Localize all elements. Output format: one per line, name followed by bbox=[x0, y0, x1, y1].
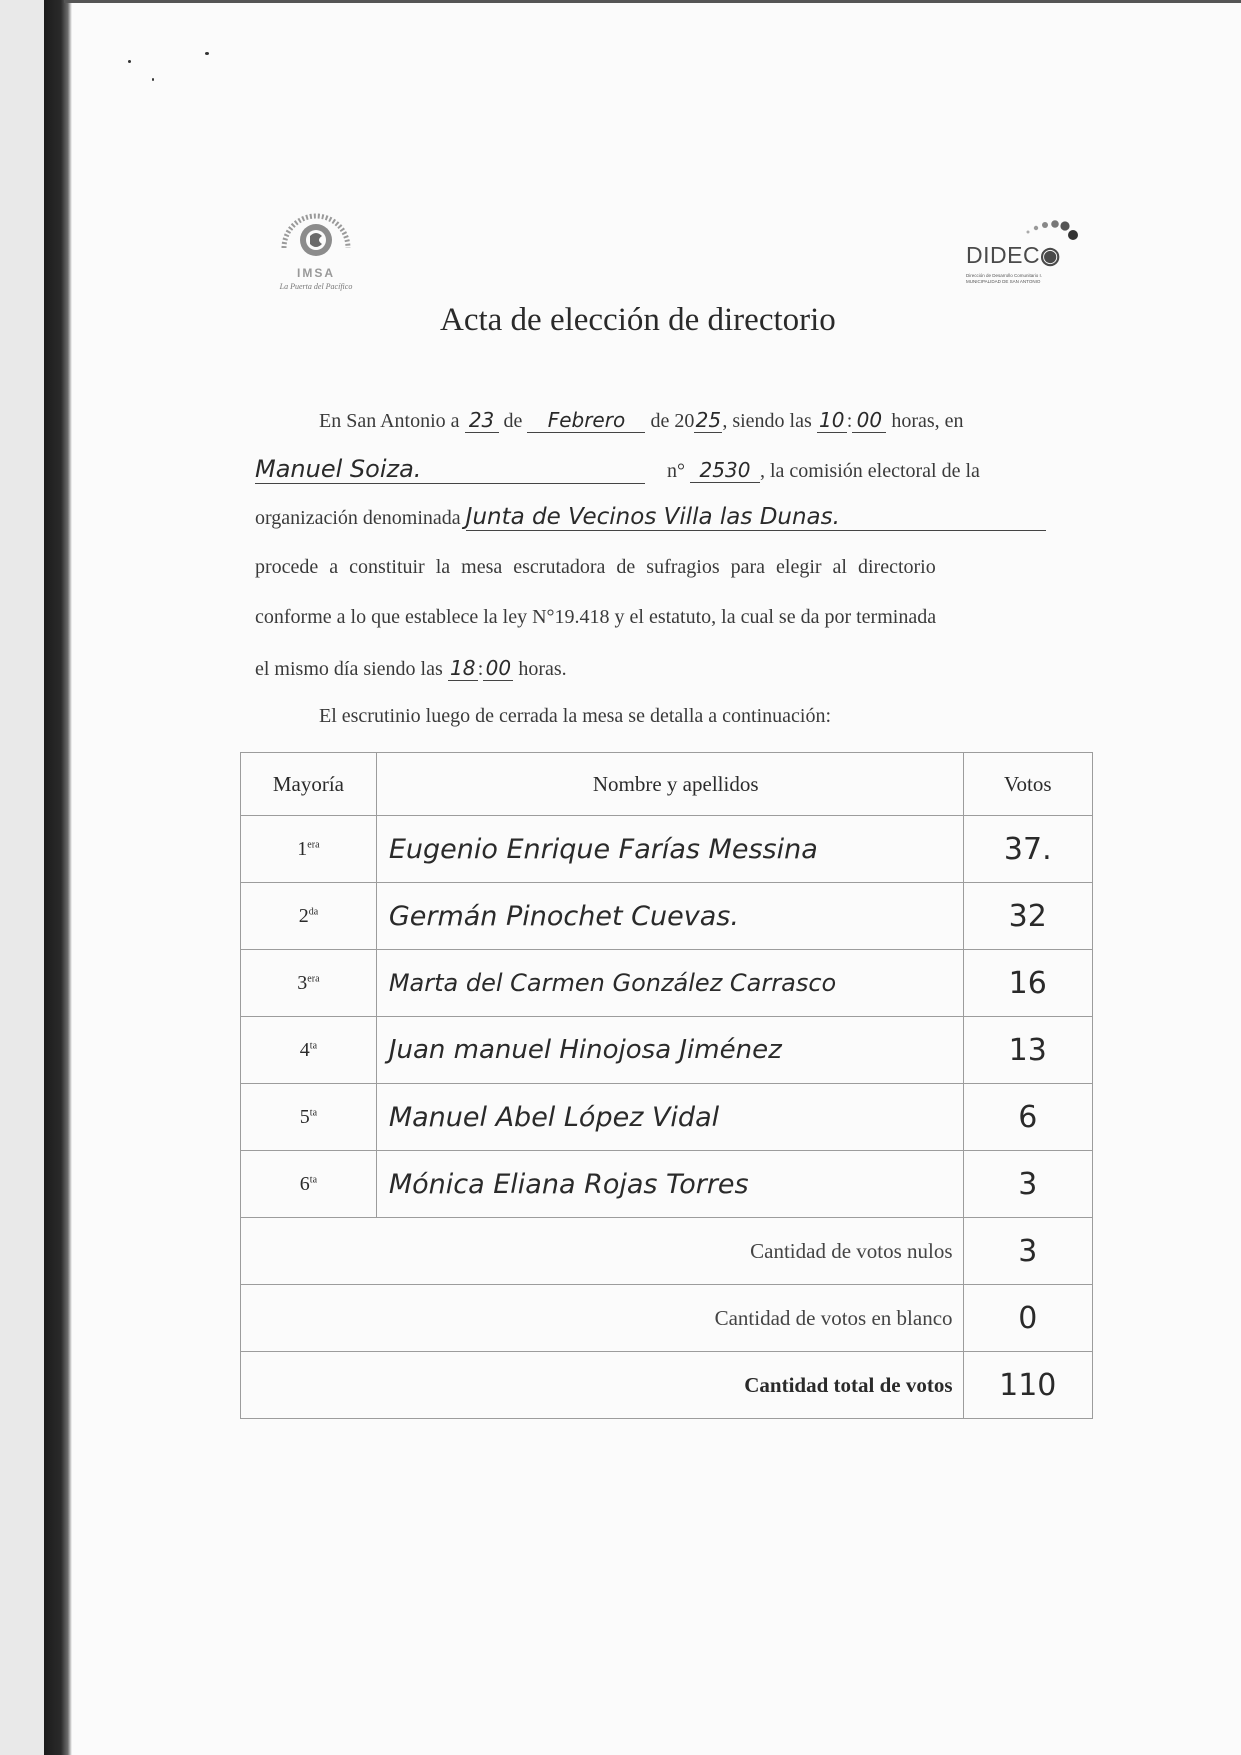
ordinal-cell: $5^{ta}$ bbox=[241, 1084, 377, 1151]
candidate-name-cell[interactable]: Marta del Carmen González Carrasco bbox=[376, 950, 963, 1017]
header-mayoria: Mayoría bbox=[241, 753, 377, 816]
ordinal-cell: $3^{era}$ bbox=[241, 950, 377, 1017]
header-votos: Votos bbox=[963, 753, 1092, 816]
ordinal-cell: $4^{ta}$ bbox=[241, 1017, 377, 1084]
table-row bbox=[241, 1151, 1093, 1218]
table-row bbox=[241, 1017, 1093, 1084]
text-comision-electoral: , la comisión electoral de la bbox=[760, 460, 980, 482]
paragraph-line-4: procede a constituir la mesa escrutadora de sufragios para elegir al directorio bbox=[255, 556, 936, 578]
scan-top-edge bbox=[64, 0, 1241, 3]
candidate-name-cell[interactable]: Germán Pinochet Cuevas. bbox=[376, 883, 963, 950]
street-field[interactable]: Manuel Soiza. bbox=[255, 455, 645, 484]
nulos-label: Cantidad de votos nulos bbox=[241, 1218, 964, 1285]
total-value-cell[interactable]: 110 bbox=[963, 1352, 1092, 1419]
ordinal-cell: $2^{da}$ bbox=[241, 883, 377, 950]
street-number-field[interactable]: 2530 bbox=[690, 458, 760, 483]
dots-arc-icon bbox=[966, 212, 1078, 244]
blanco-label: Cantidad de votos en blanco bbox=[241, 1285, 964, 1352]
table-row bbox=[241, 950, 1093, 1017]
candidate-name-cell[interactable]: Eugenio Enrique Farías Messina bbox=[376, 816, 963, 883]
table-intro: El escrutinio luego de cerrada la mesa se detalla a continuación: bbox=[319, 705, 832, 727]
scan-speck bbox=[128, 60, 131, 63]
table-header-row bbox=[241, 753, 1093, 816]
month-field[interactable]: Febrero bbox=[527, 408, 645, 433]
candidate-name-cell[interactable]: Mónica Eliana Rojas Torres bbox=[376, 1151, 963, 1218]
municipal-logo bbox=[266, 210, 366, 300]
table-row bbox=[241, 1084, 1093, 1151]
text-numero: n° bbox=[667, 460, 685, 482]
nulos-value-cell[interactable]: 3 bbox=[963, 1218, 1092, 1285]
candidate-name-cell[interactable]: Manuel Abel López Vidal bbox=[376, 1084, 963, 1151]
header-nombre: Nombre y apellidos bbox=[376, 753, 963, 816]
start-hour-field[interactable]: 10 bbox=[817, 408, 847, 433]
text-de: de bbox=[503, 410, 523, 432]
ordinal-cell: $6^{ta}$ bbox=[241, 1151, 377, 1218]
colon: : bbox=[846, 410, 853, 432]
text-horas: horas. bbox=[518, 658, 567, 680]
scan-speck bbox=[205, 52, 209, 55]
text-organizacion-denominada: organización denominada bbox=[255, 507, 461, 529]
dideco-brand: DIDEC◉ bbox=[966, 242, 1061, 268]
candidate-name-cell[interactable]: Juan manuel Hinojosa Jiménez bbox=[376, 1017, 963, 1084]
paragraph-line-1 bbox=[255, 408, 1149, 433]
text-siendo-las: , siendo las bbox=[722, 410, 812, 432]
candidate-votes-cell[interactable]: 16 bbox=[963, 950, 1092, 1017]
paragraph-line-5: conforme a lo que establece la ley N°19.418 y el estatuto, la cual se da por terminada bbox=[255, 606, 937, 628]
text-el-mismo-dia: el mismo día siendo las bbox=[255, 658, 443, 680]
year-field[interactable]: 25 bbox=[695, 408, 722, 432]
table-row bbox=[241, 883, 1093, 950]
municipal-logo-motto: La Puerta del Pacífico bbox=[279, 282, 353, 291]
start-minute-field[interactable]: 00 bbox=[852, 408, 886, 433]
paragraph-line-2 bbox=[255, 455, 1085, 484]
total-label: Cantidad total de votos bbox=[241, 1352, 964, 1419]
document-title: Acta de elección de directorio bbox=[440, 302, 836, 338]
candidate-votes-cell[interactable]: 32 bbox=[963, 883, 1092, 950]
organization-name-field[interactable]: Junta de Vecinos Villa las Dunas. bbox=[466, 504, 1046, 531]
table-row bbox=[241, 816, 1093, 883]
candidate-votes-cell[interactable]: 6 bbox=[963, 1084, 1092, 1151]
blanco-value-cell[interactable]: 0 bbox=[963, 1285, 1092, 1352]
municipal-seal-icon bbox=[266, 210, 366, 270]
day-field[interactable]: 23 bbox=[465, 408, 499, 433]
colon: : bbox=[477, 658, 484, 680]
end-hour-field[interactable]: 18 bbox=[448, 656, 478, 681]
candidate-votes-cell[interactable]: 3 bbox=[963, 1151, 1092, 1218]
text-de-20: de 20 bbox=[650, 410, 695, 432]
nulos-row bbox=[241, 1218, 1093, 1285]
candidate-votes-cell[interactable]: 37. bbox=[963, 816, 1092, 883]
text-en-san-antonio: En San Antonio a bbox=[319, 410, 460, 432]
paragraph-line-6 bbox=[255, 656, 1085, 681]
votes-table bbox=[240, 752, 1093, 1419]
candidate-votes-cell[interactable]: 13 bbox=[963, 1017, 1092, 1084]
total-row bbox=[241, 1352, 1093, 1419]
blanco-row bbox=[241, 1285, 1093, 1352]
dideco-logo bbox=[966, 212, 1078, 292]
scan-speck bbox=[152, 78, 154, 81]
text-horas-en: horas, en bbox=[891, 410, 964, 432]
ordinal-cell: $1^{era}$ bbox=[241, 816, 377, 883]
municipal-logo-word: IMSA bbox=[297, 266, 335, 280]
end-minute-field[interactable]: 00 bbox=[483, 656, 513, 681]
scan-edge bbox=[44, 0, 72, 1755]
dideco-subtitle: Dirección de Desarrollo Comunitario I. MUNICIPALIDAD DE SAN ANTONIO bbox=[966, 273, 1043, 284]
paragraph-line-3 bbox=[255, 504, 1085, 531]
